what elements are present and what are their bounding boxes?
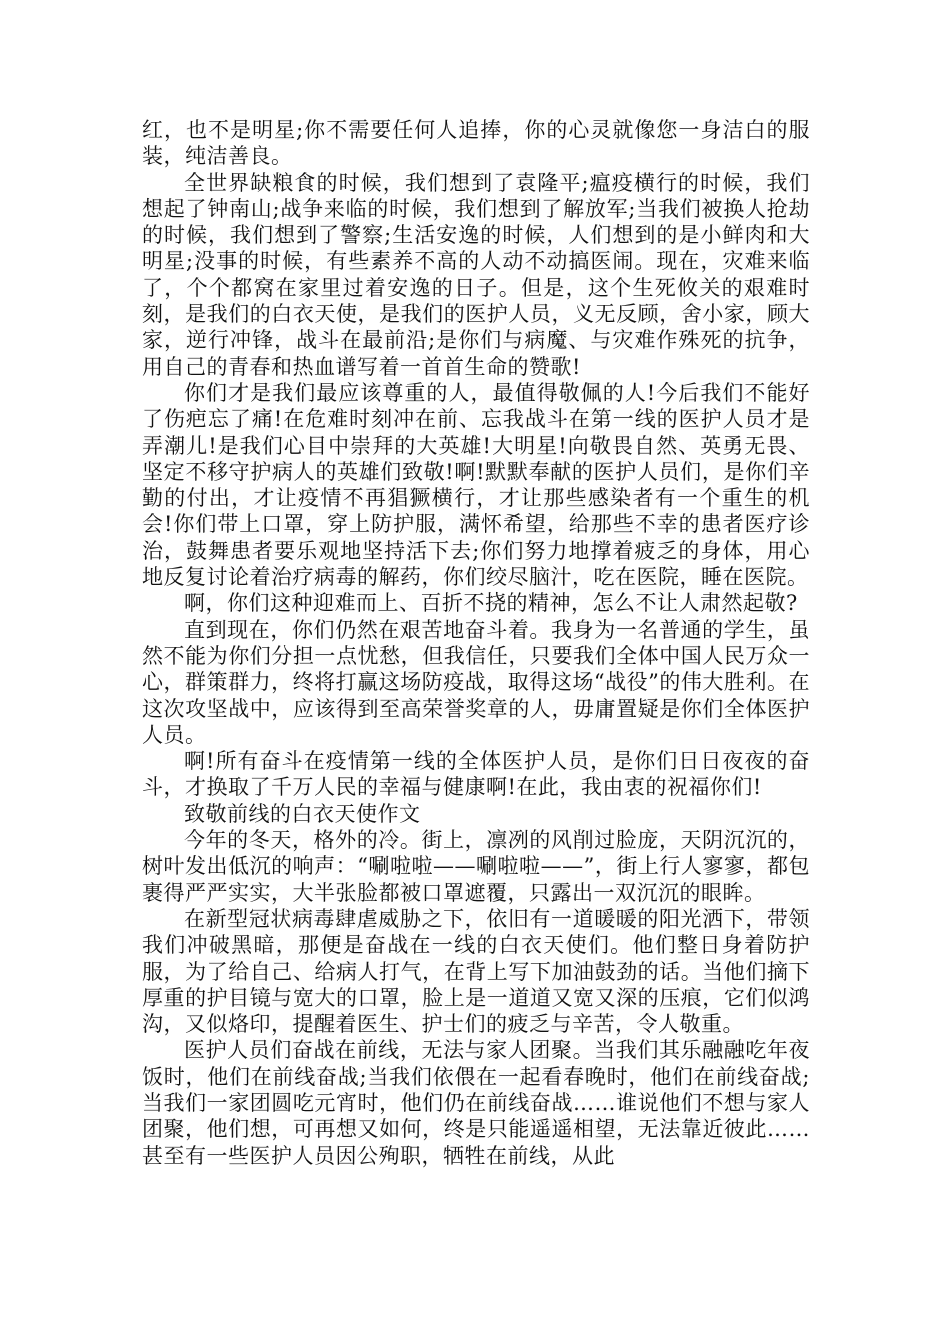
- document-body: [142, 117, 810, 1169]
- paragraph-respect: 你们才是我们最应该尊重的人，最值得敬佩的人!今后我们不能好了伤疤忘了痛!在危难时刻冲在前、忘我战斗在第一线的医护人员才是弄潮儿!是我们心目中崇拜的大英雄!大明星!向敬畏自然、英勇无畏、坚定不移守护病人的英雄们致敬!啊!默默奉献的医护人员们，是你们辛勤的付出，才让疫情不再猖獗横行，才让那些感染者有一个重生的机会!你们带上口罩，穿上防护服，满怀希望，给那些不幸的患者医疗诊治，鼓舞患者要乐观地坚持活下去;你们努力地撑着疲乏的身体，用心地反复讨论着治疗病毒的解药，你们绞尽脑汁，吃在医院，睡在医院。: [142, 380, 810, 590]
- essay-title: 致敬前线的白衣天使作文: [184, 801, 421, 826]
- paragraph-still-fighting: 直到现在，你们仍然在艰苦地奋斗着。我身为一名普通的学生，虽然不能为你们分担一点忧愁，但我信任，只要我们全体中国人民万众一心，群策群力，终将打赢这场防疫战，取得这场“战役”的伟大胜利。在这次攻坚战中，应该得到至高荣誉奖章的人，毋庸置疑是你们全体医护人员。: [142, 617, 810, 747]
- paragraph-sunshine: 在新型冠状病毒肆虐威胁之下，依旧有一道暖暖的阳光洒下，带领我们冲破黑暗，那便是奋战在一线的白衣天使们。他们整日身着防护服，为了给自己、给病人打气，在背上写下加油鼓劲的话。当他们摘下厚重的护目镜与宽大的口罩，脸上是一道道又宽又深的压痕，它们似鸿沟，又似烙印，提醒着医生、护士们的疲乏与辛苦，令人敬重。: [142, 906, 810, 1037]
- paragraph-heroes: 全世界缺粮食的时候，我们想到了袁隆平;瘟疫横行的时候，我们想起了钟南山;战争来临的时候，我们想到了解放军;当我们被换人抢劫的时候，我们想到了警察;生活安逸的时候，人们想到的是小鲜肉和大明星;没事的时候，有些素养不高的人动不动搞医闹。现在，灾难来临了，个个都窝在家里过着安逸的日子。但是，这个生死攸关的艰难时刻，是我们的白衣天使，是我们的医护人员，义无反顾，舍小家，顾大家，逆行冲锋，战斗在最前沿;是你们与病魔、与灾难作殊死的抗争，用自己的青春和热血谱写着一首首生命的赞歌!: [142, 170, 810, 379]
- paragraph-continuation: 红，也不是明星;你不需要任何人追捧，你的心灵就像您一身洁白的服装，纯洁善良。: [142, 118, 810, 169]
- paragraph-frontline: 医护人员们奋战在前线，无法与家人团聚。当我们其乐融融吃年夜饭时，他们在前线奋战;当我们依偎在一起看春晚时，他们在前线奋战;当我们一家团圆吃元宵时，他们仍在前线奋战……谁说他们不想与家人团聚，他们想，可再想又如何，终是只能遥遥相望，无法靠近彼此……甚至有一些医护人员因公殉职，牺牲在前线，从此: [142, 1038, 810, 1168]
- paragraph-blessing: 啊!所有奋斗在疫情第一线的全体医护人员，是你们日日夜夜的奋斗，才换取了千万人民的幸福与健康啊!在此，我由衷的祝福你们!: [142, 749, 810, 800]
- paragraph-winter: 今年的冬天，格外的冷。街上，凛冽的风削过脸庞，天阴沉沉的，树叶发出低沉的响声：“唰啦啦——唰啦啦——”，街上行人寥寥，都包裹得严严实实，大半张脸都被口罩遮覆，只露出一双沉沉的眼眸。: [142, 828, 810, 905]
- paragraph-spirit: 啊，你们这种迎难而上、百折不挠的精神，怎么不让人肃然起敬?: [184, 591, 798, 616]
